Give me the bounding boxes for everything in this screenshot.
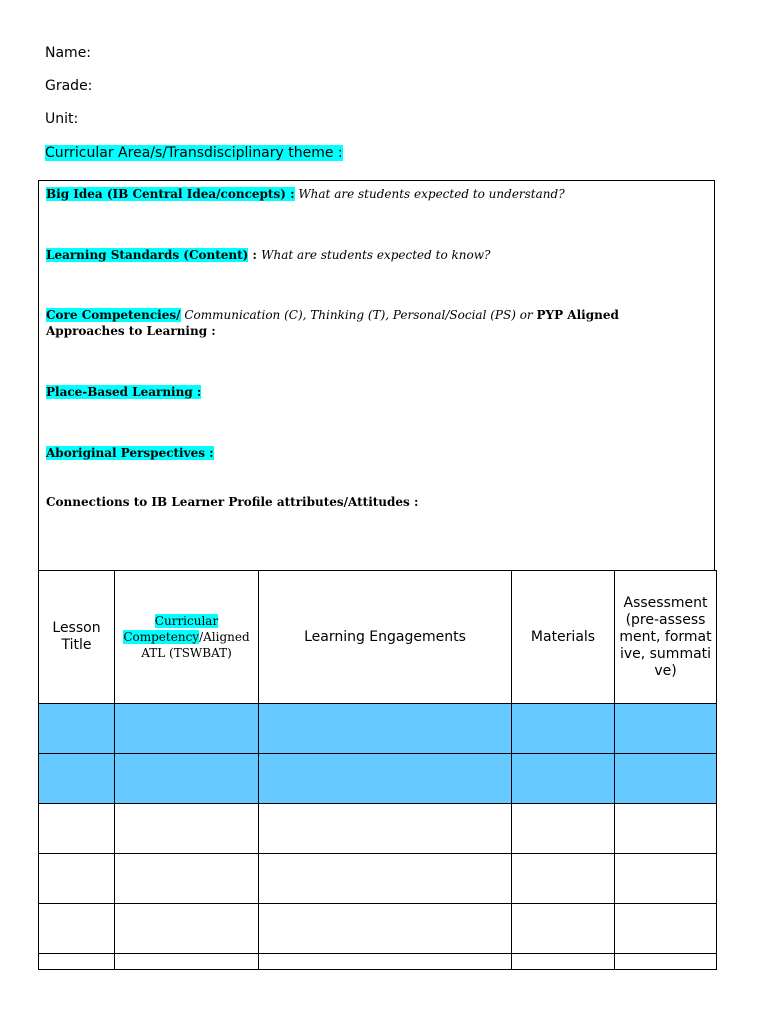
table-cell[interactable]	[615, 854, 717, 904]
unit-overview-box	[38, 180, 715, 570]
table-cell[interactable]	[115, 904, 259, 954]
lesson-title-header: Lesson Title	[39, 571, 115, 704]
table-row	[39, 904, 717, 954]
table-cell[interactable]	[512, 954, 615, 970]
table-cell[interactable]	[259, 854, 512, 904]
table-row	[39, 704, 717, 754]
table-cell[interactable]	[615, 754, 717, 804]
curricular-area-text: Curricular Area/s/Transdisciplinary theme :	[45, 145, 343, 161]
aboriginal-section	[46, 445, 214, 461]
table-cell[interactable]	[259, 754, 512, 804]
name-label: Name:	[45, 45, 92, 61]
place-based-label: Place-Based Learning :	[46, 385, 202, 399]
standards-prompt: What are students expected to know?	[261, 248, 491, 262]
table-cell[interactable]	[615, 954, 717, 970]
table-row	[39, 854, 717, 904]
connections-section	[46, 494, 418, 510]
competency-header	[115, 571, 259, 704]
competency-header-highlight: Curricular Competency	[123, 614, 219, 644]
table-cell[interactable]	[39, 954, 115, 970]
table-row	[39, 754, 717, 804]
competency-header-rest: /Aligned ATL (TSWBAT)	[141, 630, 250, 660]
core-competencies-label: Core Competencies/	[46, 308, 181, 322]
table-cell[interactable]	[512, 904, 615, 954]
unit-label: Unit:	[45, 111, 79, 127]
table-header-row	[39, 571, 717, 704]
table-cell[interactable]	[259, 904, 512, 954]
pyp-approaches-label: PYP Aligned Approaches to Learning :	[46, 308, 619, 338]
table-cell[interactable]	[39, 904, 115, 954]
table-cell[interactable]	[115, 854, 259, 904]
core-competencies-section	[46, 307, 676, 339]
core-competencies-prompt: Communication (C), Thinking (T), Personal/Social (PS) or	[180, 308, 537, 322]
table-cell[interactable]	[512, 854, 615, 904]
big-idea-section	[46, 186, 565, 202]
table-cell[interactable]	[615, 704, 717, 754]
table-row	[39, 954, 717, 970]
table-row	[39, 804, 717, 854]
place-based-section	[46, 384, 201, 400]
table-cell[interactable]	[115, 804, 259, 854]
lesson-plan-table	[38, 570, 717, 970]
table-cell[interactable]	[115, 704, 259, 754]
table-cell[interactable]	[512, 804, 615, 854]
materials-header: Materials	[512, 571, 615, 704]
grade-label: Grade:	[45, 78, 93, 94]
table-cell[interactable]	[259, 704, 512, 754]
standards-section	[46, 247, 490, 263]
engagements-header: Learning Engagements	[259, 571, 512, 704]
standards-colon: :	[248, 248, 262, 262]
table-cell[interactable]	[615, 804, 717, 854]
table-cell[interactable]	[39, 754, 115, 804]
standards-label: Learning Standards (Content)	[46, 248, 249, 262]
table-cell[interactable]	[259, 954, 512, 970]
assessment-header: Assessment (pre-assessment, formative, summative)	[615, 571, 717, 704]
big-idea-prompt: What are students expected to understand?	[298, 187, 565, 201]
table-cell[interactable]	[39, 804, 115, 854]
big-idea-label: Big Idea (IB Central Idea/concepts) :	[46, 187, 295, 201]
table-cell[interactable]	[615, 904, 717, 954]
table-cell[interactable]	[512, 704, 615, 754]
curricular-area-label	[45, 145, 343, 161]
table-cell[interactable]	[259, 804, 512, 854]
table-cell[interactable]	[115, 754, 259, 804]
connections-label: Connections to IB Learner Profile attributes/Attitudes :	[46, 495, 419, 509]
table-cell[interactable]	[512, 754, 615, 804]
aboriginal-label: Aboriginal Perspectives :	[46, 446, 214, 460]
table-cell[interactable]	[39, 854, 115, 904]
table-cell[interactable]	[115, 954, 259, 970]
table-cell[interactable]	[39, 704, 115, 754]
